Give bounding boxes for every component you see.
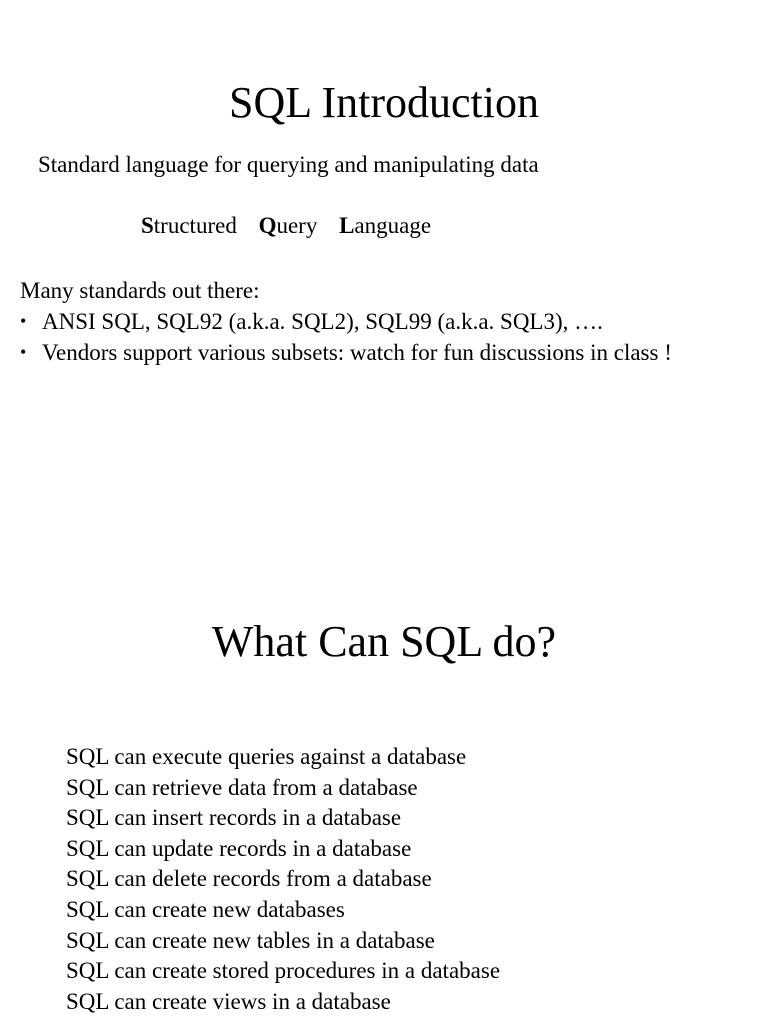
bullet-icon: • (20, 311, 27, 331)
bullet-icon: • (20, 342, 27, 362)
acronym-initial: L (339, 213, 355, 238)
acronym-rest: uery (276, 213, 318, 238)
list-item: SQL can update records in a database (66, 835, 412, 861)
list-item: SQL can execute queries against a database (66, 744, 467, 769)
acronym-word-language (339, 211, 431, 241)
slide-what-can-sql-do (0, 512, 768, 1024)
list-item: SQL can create stored procedures in a database (66, 958, 501, 984)
list-item: SQL can retrieve data from a database (66, 774, 418, 800)
slide-subtitle: Standard language for querying and manipulating data (38, 152, 539, 177)
bullet-item (20, 337, 672, 368)
bullet-item (20, 306, 672, 337)
acronym-initial: Q (258, 213, 277, 238)
list-item: SQL can create views in a database (66, 988, 391, 1014)
list-item: SQL can create new tables in a database (66, 927, 435, 953)
list-item: SQL can create new databases (66, 896, 345, 922)
acronym-word-query (259, 211, 318, 241)
bullet-text: ANSI SQL, SQL92 (a.k.a. SQL2), SQL99 (a.k.a. SQL3), …. (42, 309, 603, 334)
list-item: SQL can delete records from a database (66, 866, 432, 892)
slide-title: What Can SQL do? (211, 617, 557, 666)
slide-title: SQL Introduction (229, 78, 539, 127)
capability-list (66, 742, 500, 1017)
acronym-expansion (141, 211, 447, 241)
bullet-text: Vendors support various subsets: watch for fun discussions in class ! (42, 340, 672, 365)
list-item: SQL can insert records in a database (66, 805, 402, 831)
acronym-word-structured (141, 211, 237, 241)
standards-heading: Many standards out there: (20, 278, 260, 303)
standards-bullet-list (20, 306, 672, 368)
acronym-initial: S (141, 213, 154, 238)
acronym-rest: anguage (354, 213, 432, 238)
acronym-rest: tructured (153, 213, 237, 238)
